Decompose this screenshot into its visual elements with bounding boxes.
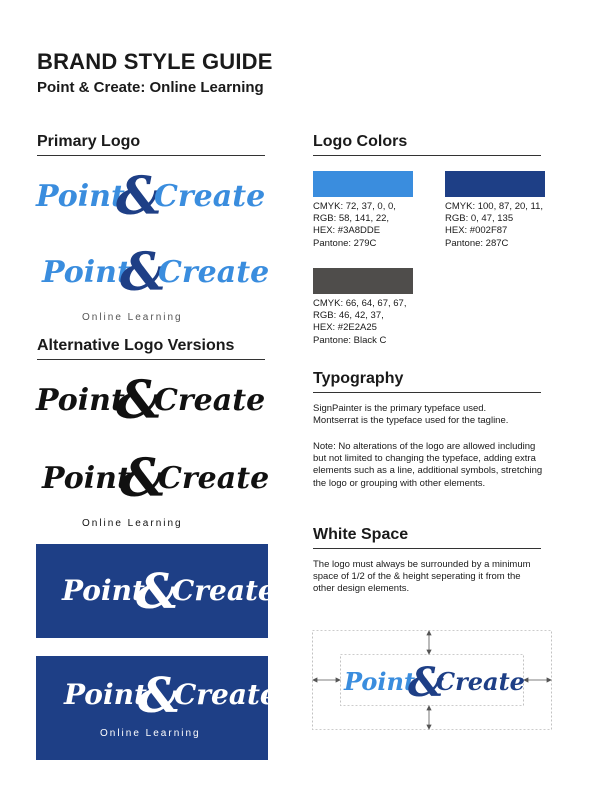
typography-rule bbox=[313, 392, 541, 393]
logo-ampersand: & bbox=[136, 564, 180, 620]
white-space-heading: White Space bbox=[313, 526, 409, 543]
logo-word-point: Point bbox=[36, 383, 125, 418]
primary-logo-with-tagline bbox=[36, 242, 270, 326]
color-swatch-dark-blue bbox=[445, 171, 545, 197]
logo-word-create: Create bbox=[158, 461, 270, 496]
logo-word-point: Point bbox=[344, 667, 416, 696]
logo-ampersand: & bbox=[116, 166, 163, 227]
alternative-logo-rule bbox=[37, 359, 265, 360]
logo-word-point: Point bbox=[42, 255, 131, 290]
white-space-body: The logo must always be surrounded by a minimum space of 1/2 of the & height seperating it from the other design elements. bbox=[313, 559, 531, 595]
logo-ampersand: & bbox=[116, 370, 163, 431]
color-swatch-light-blue bbox=[313, 171, 413, 197]
logo-tagline: Online Learning bbox=[100, 728, 201, 739]
logo-word-point: Point bbox=[42, 461, 131, 496]
page-subtitle: Point & Create: Online Learning bbox=[37, 79, 264, 96]
white-space-diagram bbox=[312, 630, 552, 735]
logo-tagline: Online Learning bbox=[82, 312, 183, 323]
reversed-logo-with-tagline-box bbox=[36, 656, 278, 760]
color-swatch-black bbox=[313, 268, 413, 294]
logo-word-create: Create bbox=[154, 383, 266, 418]
color-spec-light-blue: CMYK: 72, 37, 0, 0, RGB: 58, 141, 22, HEX: #3A8DDE Pantone: 279C bbox=[313, 201, 396, 249]
page-title: BRAND STYLE GUIDE bbox=[37, 49, 273, 74]
alternative-logo-heading: Alternative Logo Versions bbox=[37, 337, 235, 354]
color-spec-black: CMYK: 66, 64, 67, 67, RGB: 46, 42, 37, HEX: #2E2A25 Pantone: Black C bbox=[313, 298, 407, 346]
typography-heading: Typography bbox=[313, 370, 404, 387]
logo-word-point: Point bbox=[36, 179, 125, 214]
black-logo bbox=[36, 370, 266, 431]
typography-body: SignPainter is the primary typeface used. Montserrat is the typeface used for the tagline. bbox=[313, 403, 509, 427]
logo-word-point: Point bbox=[64, 678, 147, 711]
white-space-rule bbox=[313, 548, 541, 549]
reversed-logo-box bbox=[36, 544, 276, 638]
logo-word-create: Create bbox=[154, 179, 266, 214]
logo-tagline: Online Learning bbox=[82, 518, 183, 529]
logo-colors-rule bbox=[313, 155, 541, 156]
logo-colors-heading: Logo Colors bbox=[313, 133, 408, 150]
primary-logo-rule bbox=[37, 155, 265, 156]
logo-word-create: Create bbox=[172, 574, 276, 607]
logo-word-create: Create bbox=[436, 667, 525, 696]
typography-note: Note: No alterations of the logo are allowed including but not limited to changing the typeface, adding extra elements such as a line, additional symbols, stretching the logo or grouping with other elements. bbox=[313, 441, 543, 489]
black-logo-with-tagline bbox=[36, 448, 270, 532]
primary-logo bbox=[36, 166, 266, 227]
logo-ampersand: & bbox=[408, 659, 445, 706]
logo-word-create: Create bbox=[174, 678, 278, 711]
logo-ampersand: & bbox=[138, 668, 182, 724]
color-spec-dark-blue: CMYK: 100, 87, 20, 11, RGB: 0, 47, 135 HEX: #002F87 Pantone: 287C bbox=[445, 201, 544, 249]
primary-logo-heading: Primary Logo bbox=[37, 133, 141, 150]
logo-ampersand: & bbox=[120, 448, 167, 509]
logo-word-point: Point bbox=[62, 574, 145, 607]
logo-word-create: Create bbox=[158, 255, 270, 290]
logo-ampersand: & bbox=[120, 242, 167, 303]
